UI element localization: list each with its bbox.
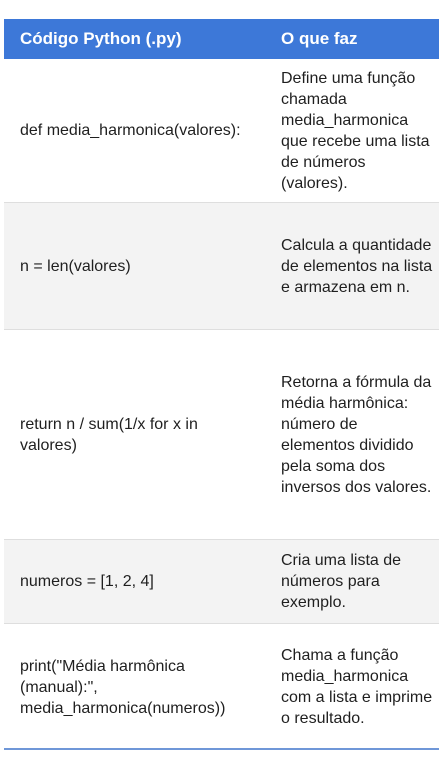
python-code-table xyxy=(4,19,439,750)
code-cell: print("Média harmônica (manual):", media_harmonica(numeros)) xyxy=(4,624,265,751)
description-cell: Chama a função media_harmonica com a lista e imprime o resultado. xyxy=(265,624,439,751)
table-row xyxy=(4,203,439,330)
code-cell: def media_harmonica(valores): xyxy=(4,59,265,203)
table-row xyxy=(4,330,439,540)
header-code-column: Código Python (.py) xyxy=(4,19,265,59)
description-cell: Calcula a quantidade de elementos na lista e armazena em n. xyxy=(265,203,439,330)
header-what-column: O que faz xyxy=(265,19,439,59)
code-cell: numeros = [1, 2, 4] xyxy=(4,540,265,624)
description-cell: Cria uma lista de números para exemplo. xyxy=(265,540,439,624)
description-cell: Define uma função chamada media_harmonica que recebe uma lista de números (valores). xyxy=(265,59,439,203)
table-row xyxy=(4,59,439,203)
table-body xyxy=(4,59,439,750)
code-cell: n = len(valores) xyxy=(4,203,265,330)
header-row xyxy=(4,19,439,59)
table-bottom-border xyxy=(4,748,439,750)
table-row xyxy=(4,624,439,751)
description-cell: Retorna a fórmula da média harmônica: número de elementos dividido pela soma dos inversos dos valores. xyxy=(265,330,439,540)
table-header xyxy=(4,19,439,59)
code-cell: return n / sum(1/x for x in valores) xyxy=(4,330,265,540)
table-row xyxy=(4,540,439,624)
